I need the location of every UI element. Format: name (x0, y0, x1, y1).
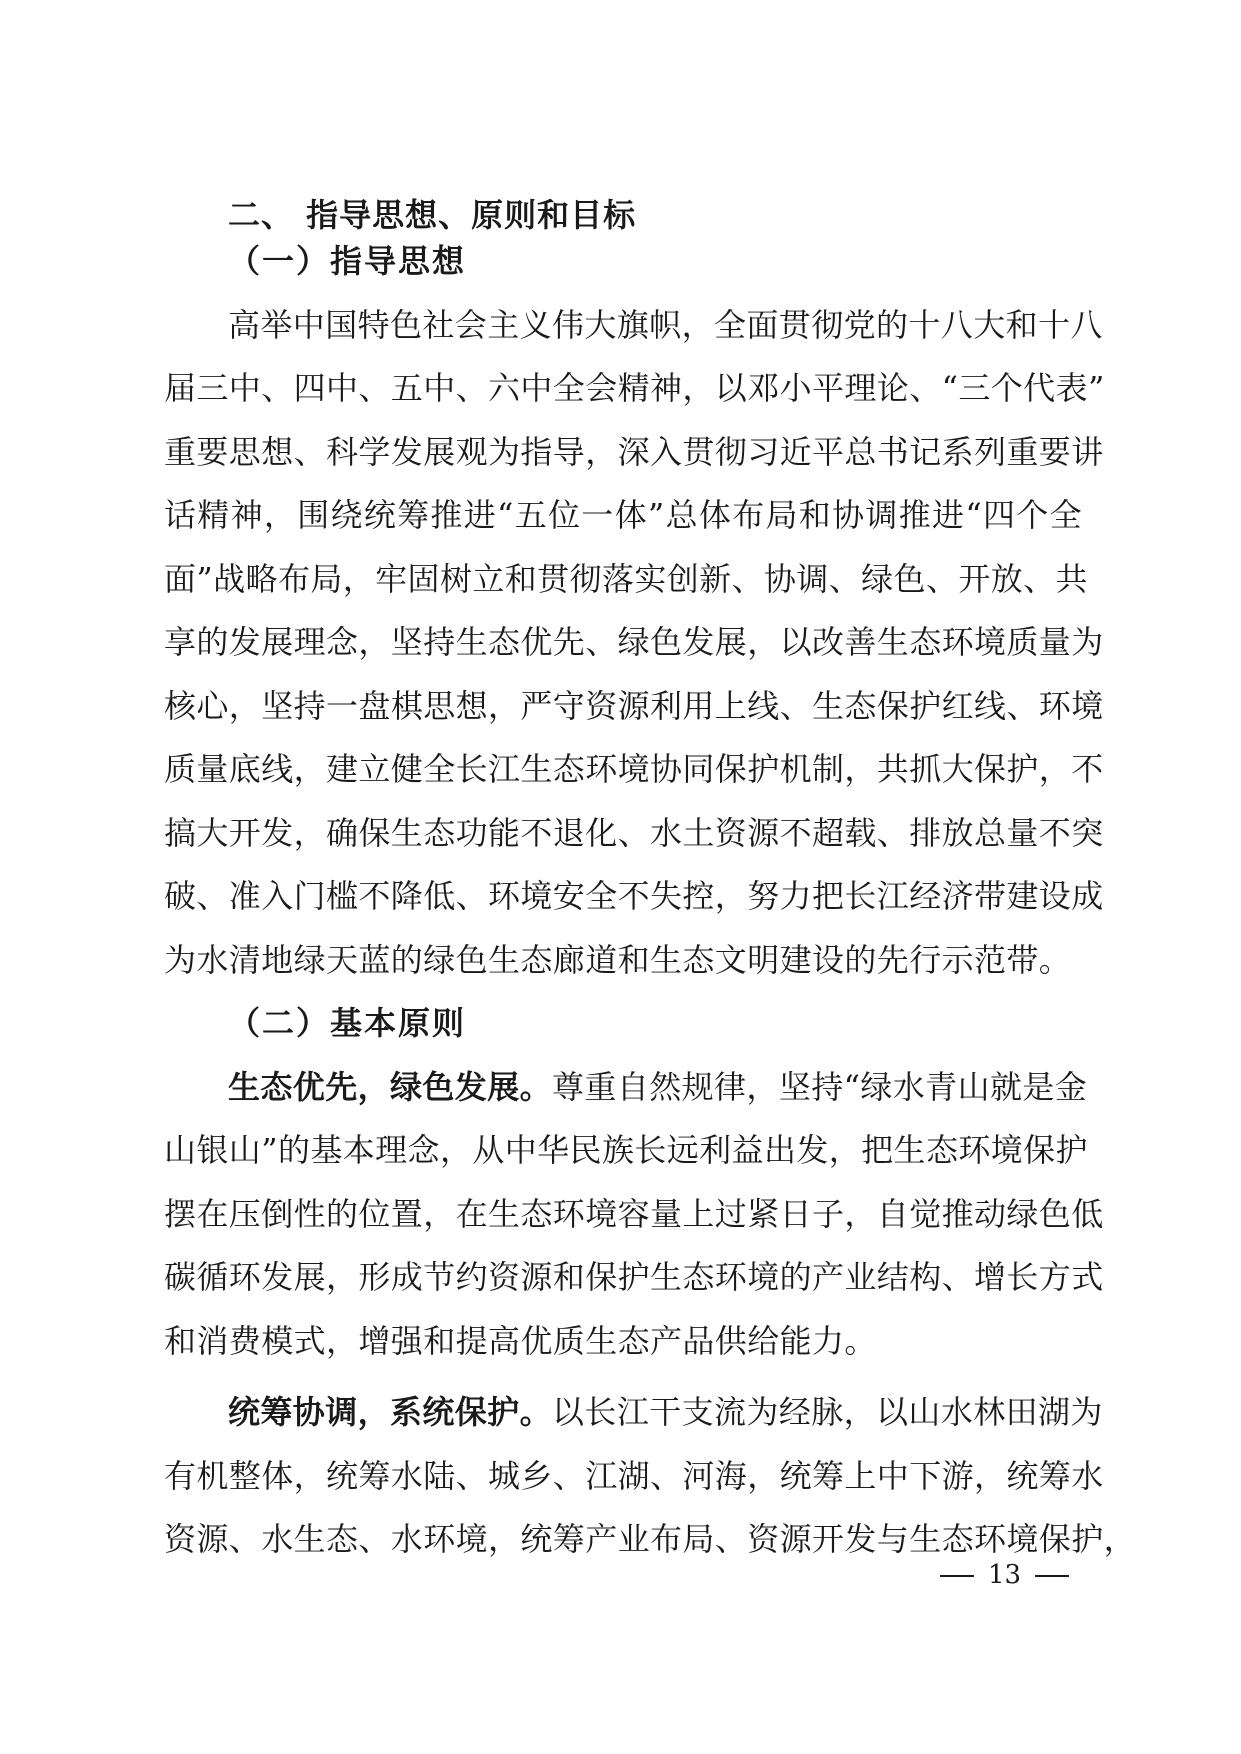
principle-text: 尊重自然规律，坚持“绿水青山就是金 (552, 1067, 1088, 1106)
paragraph-line: 碳循环发展，形成节约资源和保护生态环境的产业结构、增长方式 (164, 1258, 1104, 1296)
body-text (164, 230, 1137, 1572)
subsection-title-basic-principles: （二）基本原则 (228, 1004, 467, 1042)
paragraph-line: 高举中国特色社会主义伟大旗帜，全面贯彻党的十八大和十八 (228, 305, 1103, 344)
principle-lead-coordination: 统筹协调，系统保护。 (228, 1393, 553, 1431)
paragraph-line: 有机整体，统筹水陆、城乡、江湖、河海，统筹上中下游，统筹水 (164, 1456, 1104, 1495)
footer-dash-right (1035, 1575, 1069, 1577)
subsection-title-guiding-ideology: （一）指导思想 (228, 242, 467, 280)
page-footer (940, 1555, 1069, 1595)
paragraph-line: 为水清地绿天蓝的绿色生态廊道和生态文明建设的先行示范带。 (164, 940, 1072, 979)
paragraph-line: 和消费模式，增强和提高优质生态产品供给能力。 (164, 1321, 877, 1360)
paragraph-line: 话精神，围绕统筹推进“五位一体”总体布局和协调推进“四个全 (164, 496, 1082, 534)
paragraph-line: 届三中、四中、五中、六中全会精神，以邓小平理论、“三个代表” (164, 369, 1105, 407)
principle-lead-ecology-first: 生态优先，绿色发展。 (228, 1067, 553, 1106)
paragraph-line: 搞大开发，确保生态功能不退化、水土资源不超载、排放总量不突 (164, 813, 1104, 852)
paragraph-line: 质量底线，建立健全长江生态环境协同保护机制，共抓大保护，不 (164, 750, 1104, 788)
paragraph-line: 享的发展理念，坚持生态优先、绿色发展，以改善生态环境质量为 (164, 623, 1104, 661)
paragraph-line: 重要思想、科学发展观为指导，深入贯彻习近平总书记系列重要讲 (164, 432, 1104, 471)
paragraph-line: 面”战略布局，牢固树立和贯彻落实创新、协调、绿色、开放、共 (164, 559, 1088, 598)
paragraph-line: 山银山”的基本理念，从中华民族长远利益出发，把生态环境保护 (164, 1131, 1088, 1169)
section-heading: 二、 指导思想、原则和目标 (228, 196, 637, 234)
principle-first-line (164, 1381, 1103, 1445)
principle-text: 以长江干支流为经脉，以山水林田湖为 (552, 1393, 1103, 1431)
paragraph-line: 资源、水生态、水环境，统筹产业布局、资源开发与生态环境保护， (164, 1520, 1137, 1558)
paragraph-line: 摆在压倒性的位置，在生态环境容量上过紧日子，自觉推动绿色低 (164, 1194, 1104, 1233)
principle-first-line (164, 1056, 1088, 1120)
page-number: 13 (988, 1560, 1022, 1590)
paragraph-line: 破、准入门槛不降低、环境安全不失控，努力把长江经济带建设成 (164, 877, 1104, 915)
footer-dash-left (940, 1575, 974, 1577)
paragraph-line: 核心，坚持一盘棋思想，严守资源利用上线、生态保护红线、环境 (164, 686, 1104, 725)
